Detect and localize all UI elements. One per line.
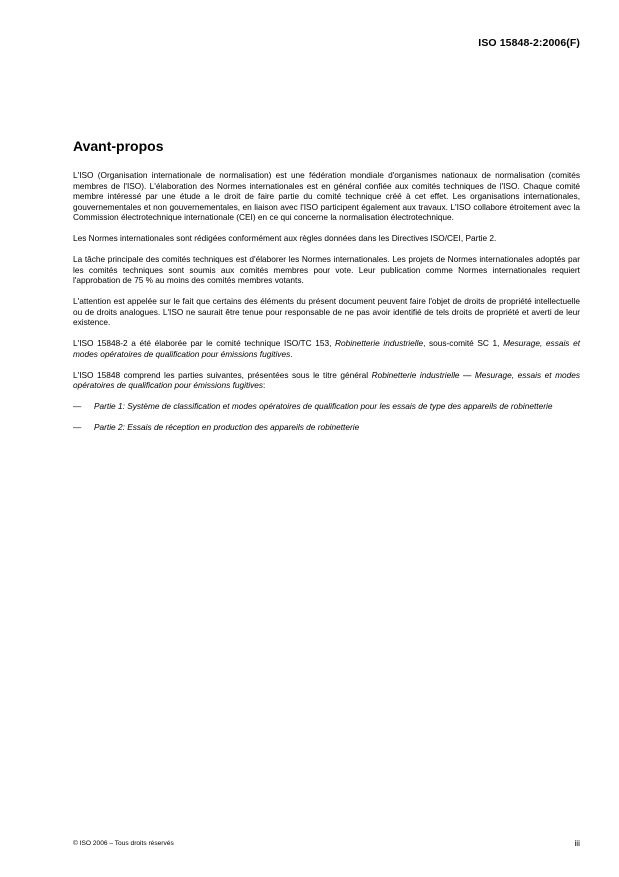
paragraph-parts-intro-end: : xyxy=(263,380,266,390)
footer-copyright: © ISO 2006 – Tous droits réservés xyxy=(73,840,174,847)
committee-name: Robinetterie industrielle xyxy=(335,338,424,348)
paragraph-technical-committees: La tâche principale des comités techniques est d'élaborer les Normes internationales. Les projets de Normes internationales adoptés par les comités techniques sont soumis aux comités membres pour vote. Leur publication comme Normes internationales requiert l'approbation de 75 % au moins des comités membres votants. xyxy=(73,254,580,285)
paragraph-prepared-by-end: . xyxy=(290,348,293,359)
footer-page-number: iii xyxy=(574,838,580,848)
paragraph-iso-organisation: L'ISO (Organisation internationale de normalisation) est une fédération mondiale d'organismes nationaux de normalisation (comités membres de l'ISO). L'élaboration des Normes internationales est en général confiée aux comités techniques de l'ISO. Chaque comité membre intéressé par une étude a le droit de faire partie du comité technique créé à cet effet. Les organisations internationales, gouvernementales et non gouvernementales, en liaison avec l'ISO participent également aux travaux. L'ISO collabore étroitement avec la Commission électrotechnique internationale (CEI) en ce qui concerne la normalisation électrotechnique. xyxy=(73,170,580,222)
list-item-text: Partie 2: Essais de réception en production des appareils de robinetterie xyxy=(94,422,360,432)
paragraph-directives: Les Normes internationales sont rédigées conformément aux règles données dans les Directives ISO/CEI, Partie 2. xyxy=(73,233,497,243)
list-dash: — xyxy=(73,422,82,432)
subcommittee-name: Mesurage, essais et modes opératoires de qualification pour émissions fugitives xyxy=(73,338,580,359)
list-item-part-1 xyxy=(73,401,580,412)
list-item-part-2 xyxy=(73,422,580,433)
foreword-body xyxy=(73,170,580,443)
list-dash: — xyxy=(73,401,82,411)
paragraph-prepared-by-start: L'ISO 15848-2 a été élaborée par le comité technique ISO/TC 153, xyxy=(73,338,336,348)
document-identifier: ISO 15848-2:2006(F) xyxy=(478,37,580,49)
general-title: Robinetterie industrielle — Mesurage, essais et modes opératoires de qualification pour émissions fugitives xyxy=(73,369,580,390)
paragraph-prepared-by-mid: , sous-comité SC 1, xyxy=(423,338,504,348)
section-title: Avant-propos xyxy=(73,138,164,154)
list-item-text: Partie 1: Système de classification et modes opératoires de qualification pour les essais de type des appareils de robinetterie xyxy=(94,401,553,411)
paragraph-parts-intro xyxy=(73,370,580,391)
paragraph-parts-intro-start: L'ISO 15848 comprend les parties suivantes, présentées sous le titre général xyxy=(73,369,372,380)
paragraph-patent-rights: L'attention est appelée sur le fait que certains des éléments du présent document peuvent faire l'objet de droits de propriété intellectuelle ou de droits analogues. L'ISO ne saurait être tenue pour responsable de ne pas avoir identifié de tels droits de propriété et averti de leur existence. xyxy=(73,296,580,327)
paragraph-prepared-by xyxy=(73,338,580,359)
